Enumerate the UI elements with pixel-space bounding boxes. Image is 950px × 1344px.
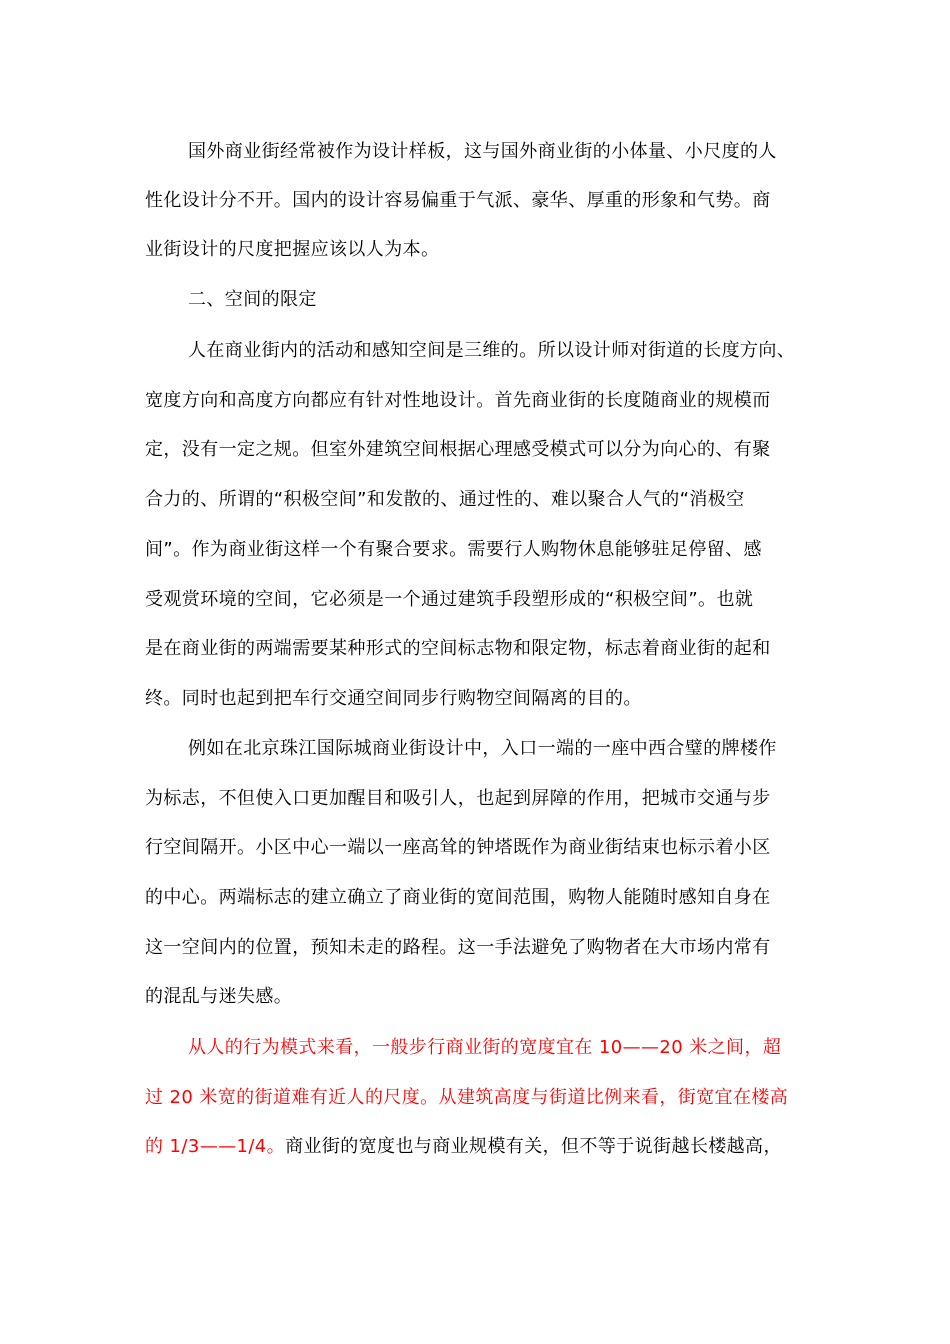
- paragraph-4-continuation: 商业街的宽度也与商业规模有关，但不等于说街越长楼越高，: [285, 1136, 782, 1157]
- paragraph-1-line-1: 国外商业街经常被作为设计样板，这与国外商业街的小体量、小尺度的人: [188, 141, 777, 162]
- highlight-line-3: 的 1/3——1/4。: [145, 1136, 286, 1157]
- paragraph-2-line-6: 受观赏环境的空间，它必须是一个通过建筑手段塑形成的“积极空间”。也就: [145, 589, 754, 610]
- paragraph-3-line-2: 为标志，不但使入口更加醒目和吸引人，也起到屏障的作用，把城市交通与步: [145, 788, 771, 809]
- paragraph-1-line-3: 业街设计的尺度把握应该以人为本。: [145, 239, 440, 260]
- paragraph-3-line-6: 的混乱与迷失感。: [145, 986, 293, 1007]
- paragraph-2-line-8: 终。同时也起到把车行交通空间同步行购物空间隔离的目的。: [145, 688, 642, 709]
- paragraph-3-line-5: 这一空间内的位置，预知未走的路程。这一手法避免了购物者在大市场内常有: [145, 937, 771, 958]
- paragraph-2-line-3: 定，没有一定之规。但室外建筑空间根据心理感受模式可以分为向心的、有聚: [145, 439, 771, 460]
- paragraph-2-line-7: 是在商业街的两端需要某种形式的空间标志物和限定物，标志着商业街的起和: [145, 638, 771, 659]
- paragraph-3-line-1: 例如在北京珠江国际城商业街设计中，入口一端的一座中西合璧的牌楼作: [188, 738, 777, 759]
- paragraph-4-line-3: [145, 1134, 782, 1160]
- paragraph-2-line-4: 合力的、所谓的“积极空间”和发散的、通过性的、难以聚合人气的“消极空: [145, 489, 745, 510]
- paragraph-2-line-5: 间”。作为商业街这样一个有聚合要求。需要行人购物休息能够驻足停留、感: [145, 539, 762, 560]
- section-heading: 二、空间的限定: [188, 289, 317, 310]
- paragraph-2-line-2: 宽度方向和高度方向都应有针对性地设计。首先商业街的长度随商业的规模而: [145, 390, 771, 411]
- highlight-line-1: 从人的行为模式来看，一般步行商业街的宽度宜在 10——20 米之间，超: [188, 1037, 782, 1058]
- paragraph-3-line-4: 的中心。两端标志的建立确立了商业街的宽间范围，购物人能随时感知自身在: [145, 887, 771, 908]
- paragraph-3-line-3: 行空间隔开。小区中心一端以一座高耸的钟塔既作为商业街结束也标示着小区: [145, 837, 771, 858]
- paragraph-1-line-2: 性化设计分不开。国内的设计容易偏重于气派、豪华、厚重的形象和气势。商: [145, 190, 771, 211]
- paragraph-2-line-1: 人在商业街内的活动和感知空间是三维的。所以设计师对街道的长度方向、: [188, 340, 796, 361]
- highlight-line-2: 过 20 米宽的街道难有近人的尺度。从建筑高度与街道比例来看，街宽宜在楼高: [145, 1087, 789, 1108]
